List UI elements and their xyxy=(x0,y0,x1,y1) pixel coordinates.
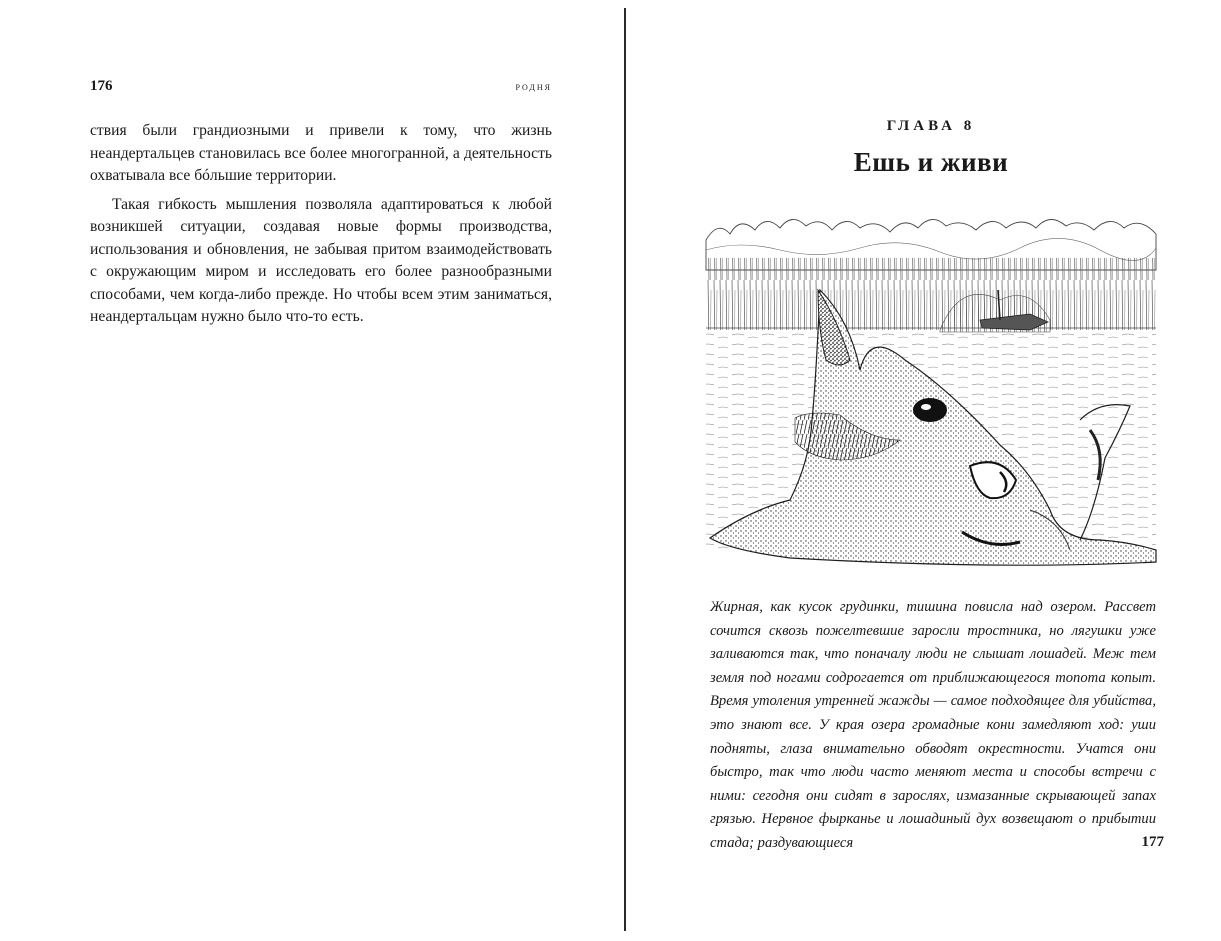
left-paragraph-1: ствия были грандиозными и привели к тому, что жизнь неандертальцев становилась все более многогранной, а деятельность охватывала все бóльшие территории. xyxy=(90,122,552,184)
running-title: родня xyxy=(515,79,552,93)
left-page-number: 176 xyxy=(90,78,113,94)
left-paragraph-2: Такая гибкость мышления позволяла адаптироваться к любой возникшей ситуации, создавая новые формы производства, использования и обновления, не забывая притом взаимодействовать с окружающим миром и исследовать его более разнообразными способами, чем когда-либо прежде. Но чтобы всем этим заниматься, неандертальцам нужно было что-то есть. xyxy=(90,195,552,325)
right-paragraph: Жирная, как кусок грудинки, тишина повисла над озером. Рассвет сочится сквозь пожелтевшие заросли тростника, но лягушки уже заливаются так, что поначалу люди не слышат лошадей. Меж тем земля под ногами содрогается от приближающегося топота копыт. Время утоления утренней жажды — самое подходящее для убийства, это знают все. У края озера громадные кони замедляют ход: уши подняты, глаза внимательно обводят окрестности. Учатся они быстро, так что люди часто меняют места и способы встречи с ними: сегодня они сидят в зарослях, измазанные скрывающей запах грязью. Нервное фырканье и лошадиный дух возвещают о прибытии стада; раздувающиеся xyxy=(710,599,1156,851)
right-body-text xyxy=(710,596,1156,856)
right-page-number: 177 xyxy=(1141,834,1164,850)
book-gutter xyxy=(624,8,626,931)
left-page xyxy=(90,78,552,329)
horse-head-in-lake-illustration xyxy=(700,210,1162,590)
chapter-title: Ешь и живи xyxy=(853,147,1009,177)
chapter-label: ГЛАВА 8 xyxy=(886,118,976,134)
left-body-text xyxy=(90,120,552,329)
left-running-head xyxy=(90,78,552,102)
